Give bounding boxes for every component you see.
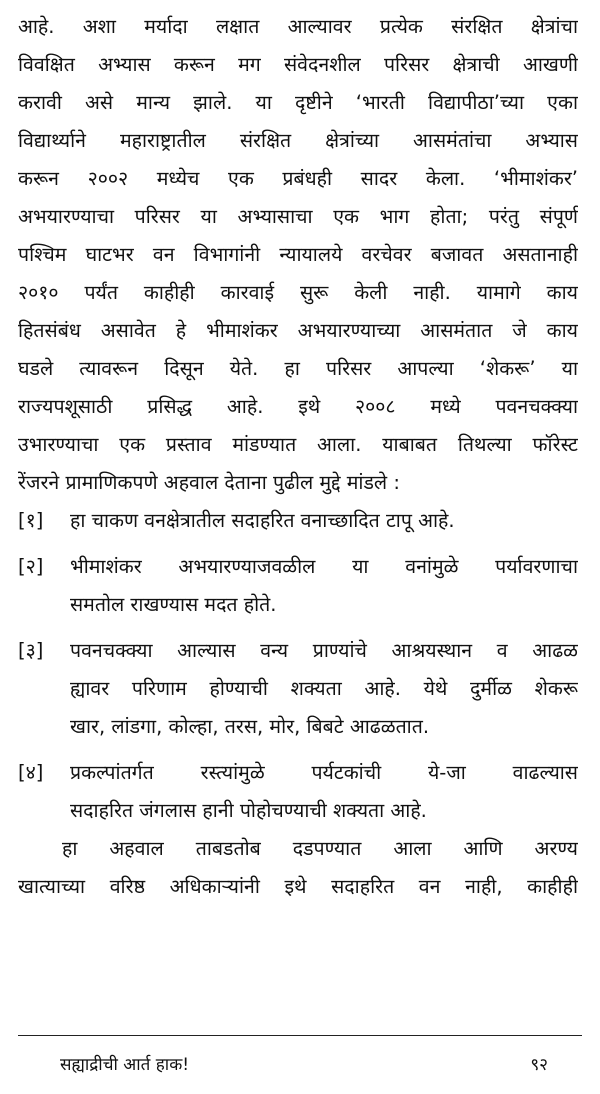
footer-divider [18, 1035, 582, 1036]
paragraph-line: २०१० पर्यंत काहीही कारवाई सुरू केली नाही. यामागे काय [18, 281, 578, 304]
paragraph-line: करावी असे मान्य झाले. या दृष्टीने ‘भारती विद्यापीठा’च्या एका [18, 91, 578, 114]
paragraph-line: करून २००२ मध्येच एक प्रबंधही सादर केला. ‘भीमाशंकर’ [18, 167, 578, 190]
paragraph-line: खात्याच्या वरिष्ठ अधिकाऱ्यांनी इथे सदाहरित वन नाही, काहीही [18, 875, 578, 898]
paragraph-line: घडले त्यावरून दिसून येते. हा परिसर आपल्या ‘शेकरू’ या [18, 357, 578, 380]
list-item [18, 754, 578, 830]
list-item-number: [१] [18, 509, 44, 532]
page-number: ९२ [530, 1055, 548, 1075]
numbered-list [18, 502, 578, 830]
paragraph-line: आहे. अशा मर्यादा लक्षात आल्यावर प्रत्येक संरक्षित क्षेत्रांचा [18, 15, 578, 38]
paragraph-line: राज्यपशूसाठी प्रसिद्ध आहे. इथे २००८ मध्ये पवनचक्क्या [18, 395, 578, 418]
list-item-line: खार, लांडगा, कोल्हा, तरस, मोर, बिबटे आढळतात. [70, 715, 430, 738]
list-item-number: [२] [18, 555, 44, 578]
list-item [18, 632, 578, 746]
list-spacer [18, 540, 578, 548]
list-item-number: [३] [18, 639, 44, 662]
paragraph-line: पश्चिम घाटभर वन विभागांनी न्यायालये वरचेवर बजावत असतानाही [18, 243, 578, 266]
list-item-number: [४] [18, 761, 44, 784]
paragraph-continued [18, 8, 578, 502]
list-item-line: प्रकल्पांतर्गत रस्त्यांमुळे पर्यटकांची ये-जा वाढल्यास [70, 761, 578, 784]
list-item [18, 548, 578, 624]
list-spacer [18, 624, 578, 632]
list-item-body [70, 502, 578, 540]
page-body-text [18, 8, 578, 906]
paragraph-line: हा अहवाल ताबडतोब दडपण्यात आला आणि अरण्य [62, 837, 578, 860]
list-item-line: ह्यावर परिणाम होण्याची शक्यता आहे. येथे दुर्मीळ शेकरू [70, 677, 578, 700]
list-item-body [70, 548, 578, 624]
list-item-body [70, 632, 578, 746]
list-item-line: सदाहरित जंगलास हानी पोहोचण्याची शक्यता आहे. [70, 799, 427, 822]
list-item-body [70, 754, 578, 830]
paragraph-line: हितसंबंध असावेत हे भीमाशंकर अभयारण्याच्या आसमंतात जे काय [18, 319, 578, 342]
paragraph-line: विवक्षित अभ्यास करून मग संवेदनशील परिसर क्षेत्राची आखणी [18, 53, 578, 76]
list-item-line: भीमाशंकर अभयारण्याजवळील या वनांमुळे पर्यावरणाचा [70, 555, 578, 578]
list-spacer [18, 746, 578, 754]
paragraph-line: रेंजरने प्रामाणिकपणे अहवाल देताना पुढील मुद्दे मांडले : [18, 471, 400, 494]
list-item [18, 502, 578, 540]
list-item-line: पवनचक्क्या आल्यास वन्य प्राण्यांचे आश्रयस्थान व आढळ [70, 639, 578, 662]
list-item-line: समतोल राखण्यास मदत होते. [70, 593, 277, 616]
paragraph [18, 830, 578, 906]
paragraph-line: अभयारण्याचा परिसर या अभ्यासाचा एक भाग होता; परंतु संपूर्ण [18, 205, 578, 228]
paragraph-line: उभारण्याचा एक प्रस्ताव मांडण्यात आला. याबाबत तिथल्या फॉरेस्ट [18, 433, 578, 456]
paragraph-line: विद्यार्थ्याने महाराष्ट्रातील संरक्षित क्षेत्रांच्या आसमंतांचा अभ्यास [18, 129, 578, 152]
list-item-line: हा चाकण वनक्षेत्रातील सदाहरित वनाच्छादित टापू आहे. [70, 509, 455, 532]
running-footer-title: सह्याद्रीची आर्त हाक! [60, 1055, 190, 1075]
